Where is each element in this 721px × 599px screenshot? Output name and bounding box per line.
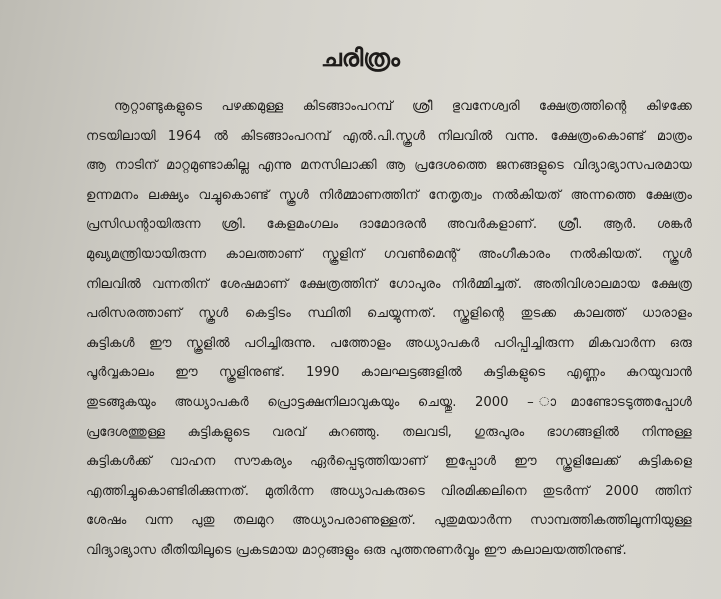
paragraph-line: കുട്ടികൾക്ക് വാഹന സൗകര്യം ഏർപ്പെടുത്തിയാണ് ഇപ്പോൾ ഈ സ്കൂളിലേക്ക് കുട്ടികളെ [86, 454, 692, 470]
paragraph-line: ശേഷം വന്ന പുതു തലമുറ അധ്യാപരാണുള്ളത്. പുതുമയാർന്ന സാമ്പത്തികത്തിലൂന്നിയുള്ള [86, 513, 692, 529]
paragraph-line: എത്തിച്ചുകൊണ്ടിരിക്കുന്നത്. മുതിർന്ന അധ്യാപകരുടെ വിരമിക്കലിനെ തുടർന്ന് 2000 ത്തിന് [86, 483, 692, 499]
paragraph-line: നൂറ്റാണ്ടുകളുടെ പഴക്കമുള്ള കിടങ്ങാംപറമ്പ് ശ്രീ ഭുവനേശ്വരി ക്ഷേത്രത്തിന്റെ കിഴക്കേ [114, 99, 692, 114]
history-paragraph [86, 92, 692, 566]
page-title: ചരിത്രം [321, 44, 400, 72]
paragraph-line: കുട്ടികൾ ഈ സ്കൂളിൽ പഠിച്ചിരുന്നു. പത്തോളം അധ്യാപകർ പഠിപ്പിച്ചിരുന്ന മികവാർന്ന ഒരു [86, 335, 692, 351]
paragraph-line: നിലവിൽ വന്നതിന് ശേഷമാണ് ക്ഷേത്രത്തിന് ഗോപുരം നിർമ്മിച്ചത്. അതിവിശാലമായ ക്ഷേത്ര [86, 276, 692, 292]
paragraph-line: ഉന്നമനം ലക്ഷ്യം വച്ചുകൊണ്ട് സ്കൂൾ നിർമ്മാണത്തിന് നേതൃത്വം നൽകിയത് അന്നത്തെ ക്ഷേത്രം [86, 187, 692, 203]
paragraph-line: പ്രദേശത്തുള്ള കുട്ടികളുടെ വരവ് കുറഞ്ഞു. തലവടി, ഗുരുപുരം ഭാഗങ്ങളിൽ നിന്നുള്ള [86, 424, 692, 440]
paragraph-line: തുടങ്ങുകയും അധ്യാപകർ പ്രൊട്ടക്ഷനിലാവുകയും ചെയ്തു. 2000 – ാമാണ്ടോടടുത്തപ്പോൾ [86, 394, 692, 410]
paragraph-line: വിദ്യാഭ്യാസ രീതിയിലൂടെ പ്രകടമായ മാറ്റങ്ങളും ഒരു പുത്തനുണർവ്വും ഈ കലാലയത്തിനുണ്ട്. [86, 542, 627, 558]
paragraph-line: ആ നാടിന് മാറ്റമുണ്ടാകില്ല എന്നു മനസിലാക്കി ആ പ്രദേശത്തെ ജനങ്ങളുടെ വിദ്യാഭ്യാസപരമായ [86, 158, 692, 174]
paragraph-line: പ്രസിഡന്റായിരുന്ന ശ്രി. കേളമംഗലം ദാമോദരൻ അവർകളാണ്. ശ്രീ. ആർ. ശങ്കർ [86, 217, 692, 233]
paragraph-line: പൂർവ്വകാലം ഈ സ്കൂളിനുണ്ട്. 1990 കാലഘട്ടങ്ങളിൽ കുട്ടികളുടെ എണ്ണം കുറയുവാൻ [86, 365, 692, 381]
paragraph-line: മുഖ്യമന്ത്രിയായിരുന്ന കാലത്താണ് സ്കൂളിന് ഗവൺമെന്റ് അംഗീകാരം നൽകിയത്. സ്കൂൾ [86, 246, 692, 262]
paragraph-line: പരിസരത്താണ് സ്കൂൾ കെട്ടിടം സ്ഥിതി ചെയ്യുന്നത്. സ്കൂളിന്റെ തുടക്ക കാലത്ത് ധാരാളം [86, 306, 692, 322]
paragraph-line: നടയിലായി 1964 ൽ കിടങ്ങാംപറമ്പ് എൽ.പി.സ്കൂൾ നിലവിൽ വന്നു. ക്ഷേത്രംകൊണ്ട് മാത്രം [86, 128, 692, 144]
